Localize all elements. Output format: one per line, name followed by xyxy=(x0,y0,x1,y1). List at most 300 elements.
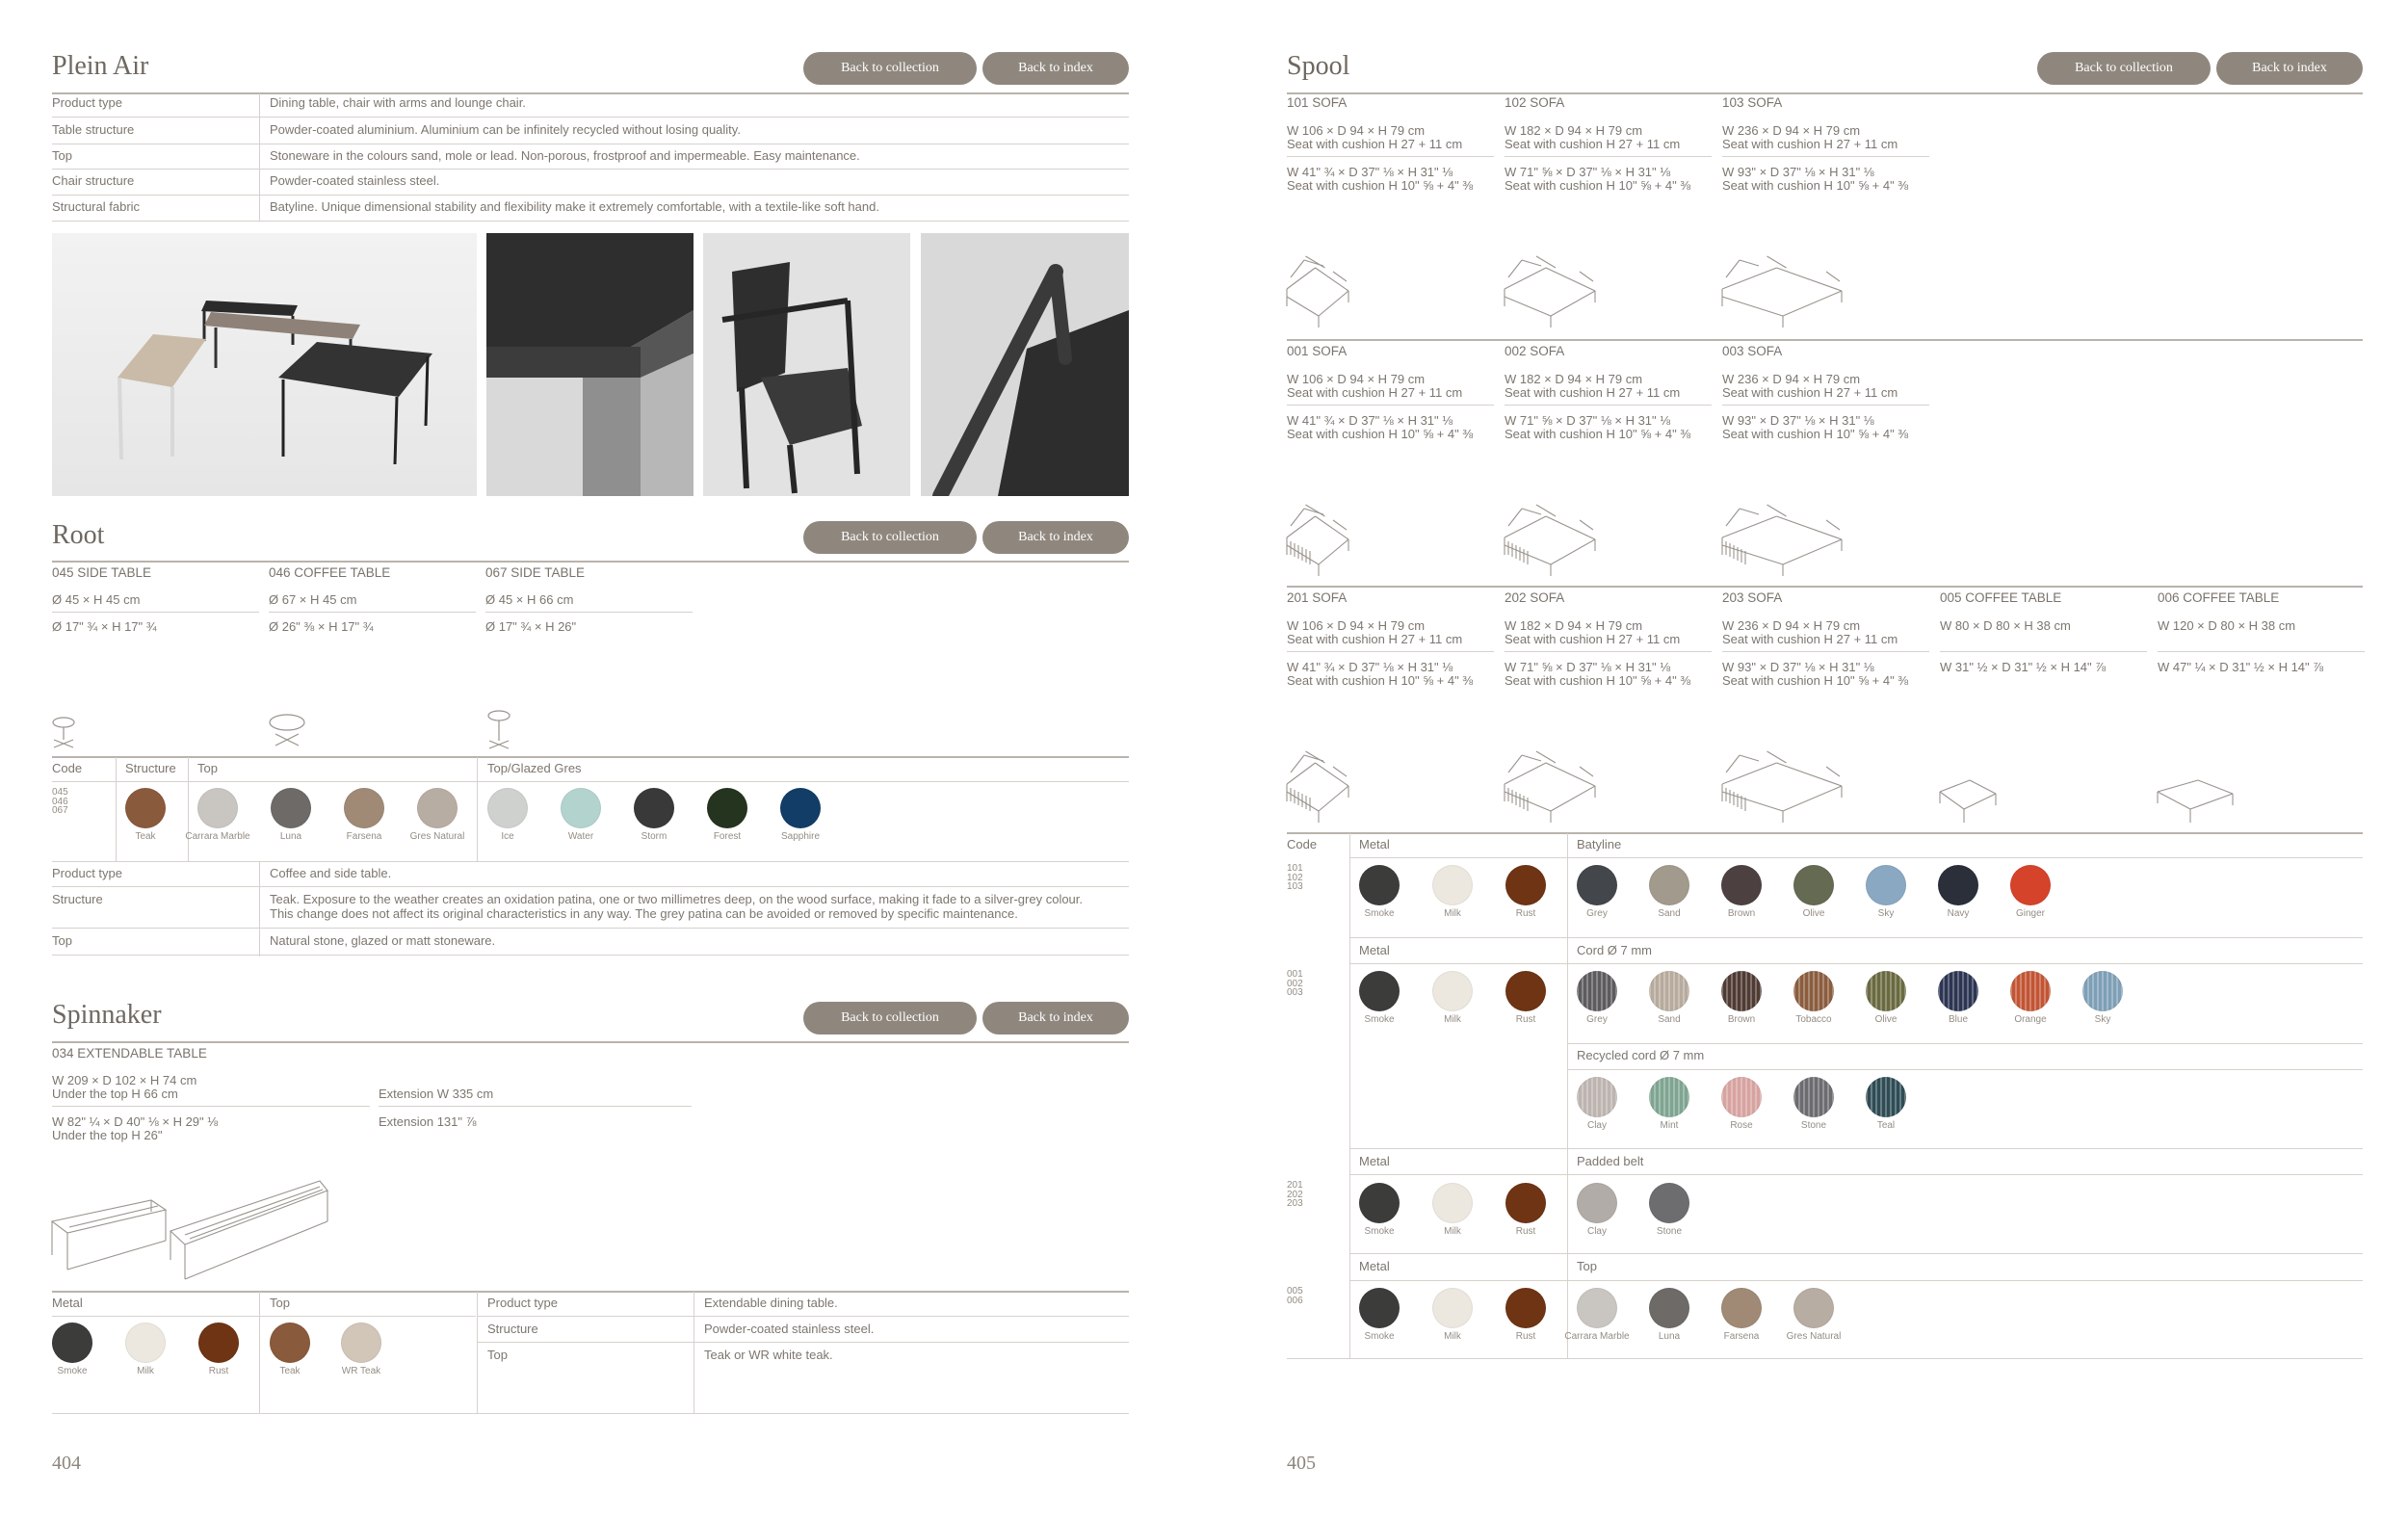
root-back-to-index-button[interactable]: Back to index xyxy=(982,521,1129,554)
swatch-label: Milk xyxy=(1444,908,1461,919)
swatch-label: Sapphire xyxy=(780,831,821,842)
coffee-table-drawing xyxy=(2156,734,2281,825)
spinnaker-metal-header: Metal xyxy=(52,1296,83,1310)
model-seat-in: Seat with cushion H 10" ⅝ + 4" ⅜ xyxy=(1722,178,1909,193)
model-name: 005 COFFEE TABLE xyxy=(1940,590,2062,605)
sofa-drawing xyxy=(1503,734,1628,825)
swatch-circle xyxy=(417,788,458,828)
model-dim-in: W 93" × D 37" ⅛ × H 31" ⅛ xyxy=(1722,165,1874,179)
color-swatch-sapphire xyxy=(767,788,834,842)
swatch-circle xyxy=(780,788,821,828)
model-name: 001 SOFA xyxy=(1287,344,1348,358)
swatch-circle xyxy=(1432,1183,1473,1223)
swatch-label: Milk xyxy=(137,1366,154,1376)
photo-chair xyxy=(703,233,910,496)
spec-value: Powder-coated stainless steel. xyxy=(270,173,440,188)
spool-metal-header-4: Metal xyxy=(1359,1259,1390,1273)
color-swatch-storm xyxy=(620,788,688,842)
model-name: 045 SIDE TABLE xyxy=(52,565,152,580)
spinnaker-back-to-collection-button[interactable]: Back to collection xyxy=(803,1002,977,1034)
side-table-drawing xyxy=(50,715,79,751)
swatch-circle xyxy=(1793,971,1834,1011)
model-dim-cm: W 182 × D 94 × H 79 cm xyxy=(1505,372,1643,386)
rule xyxy=(1722,156,1929,157)
photo-chair-detail xyxy=(921,233,1129,496)
sofa-drawing xyxy=(1285,734,1410,825)
spool-rcord-header: Recycled cord Ø 7 mm xyxy=(1577,1048,1705,1062)
model-dim-cm: W 236 × D 94 × H 79 cm xyxy=(1722,123,1861,138)
swatch-label: Farsena xyxy=(346,831,382,842)
model-dim-cm: Ø 45 × H 45 cm xyxy=(52,592,141,607)
model-name: 003 SOFA xyxy=(1722,344,1783,358)
plein-back-to-index-button[interactable]: Back to index xyxy=(982,52,1129,85)
model-dim-cm: W 236 × D 94 × H 79 cm xyxy=(1722,372,1861,386)
photo-tables xyxy=(52,233,477,496)
color-swatch-olive xyxy=(1852,971,1920,1025)
swatch-label: Teak xyxy=(279,1366,301,1376)
color-swatch-rust xyxy=(185,1323,252,1376)
model-dim-in: W 41" ¾ × D 37" ⅛ × H 31" ⅛ xyxy=(1287,660,1453,674)
swatch-circle xyxy=(1793,865,1834,905)
swatch-label: Carrara Marble xyxy=(185,831,250,842)
swatch-circle xyxy=(1505,971,1546,1011)
spool-back-to-index-button[interactable]: Back to index xyxy=(2216,52,2363,85)
model-seat-in: Seat with cushion H 10" ⅝ + 4" ⅜ xyxy=(1287,178,1474,193)
spool-code-header: Code xyxy=(1287,837,1318,851)
spec-value: Stoneware in the colours sand, mole or lead. Non-porous, frostproof and impermeable. Easy maintenance. xyxy=(270,148,860,163)
model-seat-cm: Seat with cushion H 27 + 11 cm xyxy=(1505,632,1681,646)
color-swatch-ice xyxy=(474,788,541,842)
color-swatch-stone xyxy=(1636,1183,1703,1237)
spool-title: Spool xyxy=(1287,51,1350,81)
sofa-drawing xyxy=(1503,487,1628,579)
spin-info-value: Teak or WR white teak. xyxy=(704,1348,833,1362)
swatch-circle xyxy=(1938,971,1978,1011)
swatch-circle xyxy=(1866,971,1906,1011)
root-glazed-header: Top/Glazed Gres xyxy=(487,761,582,775)
root-back-to-collection-button[interactable]: Back to collection xyxy=(803,521,977,554)
spool-codes-2: 001 002 003 xyxy=(1287,969,1303,998)
extension-cm: Extension W 335 cm xyxy=(379,1087,494,1101)
root-top-header: Top xyxy=(197,761,218,775)
color-swatch-milk xyxy=(1419,1288,1486,1342)
model-seat-in: Seat with cushion H 10" ⅝ + 4" ⅜ xyxy=(1505,178,1691,193)
swatch-label: Storm xyxy=(641,831,667,842)
swatch-label: Teal xyxy=(1876,1120,1896,1131)
swatch-label: Sand xyxy=(1658,908,1681,919)
color-swatch-teak xyxy=(256,1323,324,1376)
rule xyxy=(1287,651,1494,652)
swatch-circle xyxy=(1577,971,1617,1011)
swatch-circle xyxy=(198,1323,239,1363)
color-swatch-smoke xyxy=(39,1323,106,1376)
model-dim-cm: W 106 × D 94 × H 79 cm xyxy=(1287,618,1426,633)
color-swatch-rust xyxy=(1492,1288,1559,1342)
swatch-label: Smoke xyxy=(1364,908,1395,919)
color-swatch-farsena xyxy=(330,788,398,842)
color-swatch-smoke xyxy=(1346,1288,1413,1342)
page-number-left: 404 xyxy=(52,1453,81,1474)
model-dim-in: W 93" × D 37" ⅛ × H 31" ⅛ xyxy=(1722,660,1874,674)
model-seat-cm: Seat with cushion H 27 + 11 cm xyxy=(1287,632,1463,646)
root-codes: 045 046 067 xyxy=(52,787,68,816)
spool-top-header: Top xyxy=(1577,1259,1597,1273)
model-dim-in: W 41" ¾ × D 37" ⅛ × H 31" ⅛ xyxy=(1287,165,1453,179)
model-dim-cm: Ø 67 × H 45 cm xyxy=(269,592,357,607)
swatch-circle xyxy=(1649,1183,1689,1223)
swatch-circle xyxy=(1649,865,1689,905)
spool-codes-4: 005 006 xyxy=(1287,1286,1303,1306)
swatch-label: Teak xyxy=(135,831,156,842)
swatch-circle xyxy=(1505,1288,1546,1328)
model-dim-cm: W 80 × D 80 × H 38 cm xyxy=(1940,618,2071,633)
root-structure-header: Structure xyxy=(125,761,176,775)
color-swatch-orange xyxy=(1997,971,2064,1025)
model-dim-cm: W 106 × D 94 × H 79 cm xyxy=(1287,123,1426,138)
swatch-circle xyxy=(1649,1288,1689,1328)
swatch-label: Farsena xyxy=(1723,1331,1760,1342)
spool-metal-header: Metal xyxy=(1359,837,1390,851)
swatch-label: Rust xyxy=(1515,1226,1536,1237)
spool-padded-header: Padded belt xyxy=(1577,1154,1644,1168)
swatch-label: Clay xyxy=(1586,1120,1607,1131)
model-name: 046 COFFEE TABLE xyxy=(269,565,391,580)
swatch-label: Rust xyxy=(1515,1331,1536,1342)
swatch-circle xyxy=(1938,865,1978,905)
color-swatch-milk xyxy=(112,1323,179,1376)
swatch-label: Rust xyxy=(1515,1014,1536,1025)
swatch-label: Stone xyxy=(1656,1226,1683,1237)
swatch-circle xyxy=(1505,1183,1546,1223)
model-seat-cm: Seat with cushion H 27 + 11 cm xyxy=(1722,632,1898,646)
swatch-circle xyxy=(1793,1288,1834,1328)
swatch-label: Rose xyxy=(1730,1120,1753,1131)
model-name: 201 SOFA xyxy=(1287,590,1348,605)
color-swatch-rust xyxy=(1492,1183,1559,1237)
spec-label: Table structure xyxy=(52,122,135,137)
root-info-label: Product type xyxy=(52,866,122,880)
swatch-label: Mint xyxy=(1660,1120,1679,1131)
swatch-label: Forest xyxy=(713,831,742,842)
color-swatch-water xyxy=(547,788,615,842)
swatch-label: Clay xyxy=(1586,1226,1607,1237)
color-swatch-rose xyxy=(1708,1077,1775,1131)
swatch-circle xyxy=(2082,971,2123,1011)
color-swatch-teal xyxy=(1852,1077,1920,1131)
color-swatch-sky xyxy=(1852,865,1920,919)
swatch-circle xyxy=(1577,1288,1617,1328)
color-swatch-milk xyxy=(1419,1183,1486,1237)
swatch-circle xyxy=(1577,865,1617,905)
swatch-label: Brown xyxy=(1727,908,1756,919)
color-swatch-clay xyxy=(1563,1077,1631,1131)
swatch-label: Olive xyxy=(1874,1014,1898,1025)
swatch-label: Carrara Marble xyxy=(1564,1331,1630,1342)
swatch-label: Luna xyxy=(1658,1331,1681,1342)
color-swatch-grey xyxy=(1563,865,1631,919)
spinnaker-title: Spinnaker xyxy=(52,1000,162,1030)
root-info-value-2: This change does not affect its original characteristics in any way. The grey patina can be avoided or removed by specific maintenance. xyxy=(270,906,1018,921)
swatch-label: Gres Natural xyxy=(1786,1331,1842,1342)
sofa-drawing xyxy=(1503,239,1628,330)
rule xyxy=(1505,405,1712,406)
model-seat-in: Seat with cushion H 10" ⅝ + 4" ⅜ xyxy=(1287,427,1474,441)
color-swatch-blue xyxy=(1924,971,1992,1025)
rule xyxy=(1287,156,1494,157)
color-swatch-ginger xyxy=(1997,865,2064,919)
model-seat-cm: Seat with cushion H 27 + 11 cm xyxy=(1505,137,1681,151)
swatch-circle xyxy=(341,1323,381,1363)
extension-in: Extension 131" ⅞ xyxy=(379,1114,477,1129)
swatch-circle xyxy=(344,788,384,828)
swatch-circle xyxy=(707,788,747,828)
photo-table-corner xyxy=(486,233,694,496)
swatch-label: Smoke xyxy=(57,1366,88,1376)
model-dim-cm-2: Under the top H 66 cm xyxy=(52,1087,178,1101)
model-dim-in: W 82" ¼ × D 40" ⅛ × H 29" ⅛ xyxy=(52,1114,219,1129)
model-dim-cm: Ø 45 × H 66 cm xyxy=(485,592,574,607)
plein-air-title: Plein Air xyxy=(52,51,149,81)
swatch-label: Ginger xyxy=(2015,908,2045,919)
rule xyxy=(1505,651,1712,652)
model-seat-in: Seat with cushion H 10" ⅝ + 4" ⅜ xyxy=(1505,427,1691,441)
swatch-label: Navy xyxy=(1947,908,1970,919)
root-info-value: Coffee and side table. xyxy=(270,866,392,880)
page-number-right: 405 xyxy=(1287,1453,1316,1474)
swatch-label: Milk xyxy=(1444,1014,1461,1025)
model-dim-cm: W 236 × D 94 × H 79 cm xyxy=(1722,618,1861,633)
root-info-value: Natural stone, glazed or matt stoneware. xyxy=(270,933,496,948)
color-swatch-wr-teak xyxy=(327,1323,395,1376)
spool-batyline-header: Batyline xyxy=(1577,837,1622,851)
swatch-circle xyxy=(1721,1288,1762,1328)
swatch-label: Smoke xyxy=(1364,1331,1395,1342)
swatch-label: Brown xyxy=(1727,1014,1756,1025)
color-swatch-luna xyxy=(257,788,325,842)
model-dim-in: W 47" ¼ × D 31" ½ × H 14" ⅞ xyxy=(2158,660,2324,674)
color-swatch-brown xyxy=(1708,865,1775,919)
swatch-circle xyxy=(1649,971,1689,1011)
root-info-label: Top xyxy=(52,933,72,948)
color-swatch-forest xyxy=(694,788,761,842)
color-swatch-tobacco xyxy=(1780,971,1847,1025)
color-swatch-sand xyxy=(1636,865,1703,919)
model-seat-cm: Seat with cushion H 27 + 11 cm xyxy=(1287,385,1463,400)
model-dim-in: W 93" × D 37" ⅛ × H 31" ⅛ xyxy=(1722,413,1874,428)
spec-label: Chair structure xyxy=(52,173,135,188)
rule xyxy=(1722,405,1929,406)
model-name: 103 SOFA xyxy=(1722,95,1783,110)
swatch-label: Orange xyxy=(2014,1014,2047,1025)
color-swatch-carrara-marble xyxy=(1563,1288,1631,1342)
swatch-label: Sand xyxy=(1658,1014,1681,1025)
color-swatch-rust xyxy=(1492,865,1559,919)
swatch-label: Milk xyxy=(1444,1331,1461,1342)
sofa-drawing xyxy=(1285,487,1410,579)
swatch-circle xyxy=(1577,1077,1617,1117)
swatch-label: Blue xyxy=(1948,1014,1968,1025)
color-swatch-smoke xyxy=(1346,865,1413,919)
color-swatch-smoke xyxy=(1346,1183,1413,1237)
swatch-label: Smoke xyxy=(1364,1014,1395,1025)
color-swatch-teak xyxy=(112,788,179,842)
spool-cord-header: Cord Ø 7 mm xyxy=(1577,943,1653,957)
color-swatch-gres-natural xyxy=(1780,1288,1847,1342)
swatch-label: Smoke xyxy=(1364,1226,1395,1237)
plein-back-to-collection-button[interactable]: Back to collection xyxy=(803,52,977,85)
model-name: 101 SOFA xyxy=(1287,95,1348,110)
root-code-header: Code xyxy=(52,761,83,775)
tall-side-table-drawing xyxy=(485,709,514,751)
swatch-label: Sky xyxy=(1877,908,1895,919)
swatch-circle xyxy=(1866,1077,1906,1117)
model-name: 102 SOFA xyxy=(1505,95,1565,110)
swatch-circle xyxy=(197,788,238,828)
color-swatch-sky xyxy=(2069,971,2136,1025)
model-dim-in: W 41" ¾ × D 37" ⅛ × H 31" ⅛ xyxy=(1287,413,1453,428)
spinnaker-top-header: Top xyxy=(270,1296,290,1310)
swatch-label: Sky xyxy=(2094,1014,2111,1025)
swatch-circle xyxy=(1359,971,1400,1011)
color-swatch-farsena xyxy=(1708,1288,1775,1342)
swatch-circle xyxy=(1866,865,1906,905)
swatch-circle xyxy=(2010,971,2051,1011)
swatch-label: Grey xyxy=(1586,908,1608,919)
swatch-circle xyxy=(1432,865,1473,905)
spin-info-value: Powder-coated stainless steel. xyxy=(704,1322,875,1336)
swatch-label: Milk xyxy=(1444,1226,1461,1237)
model-seat-cm: Seat with cushion H 27 + 11 cm xyxy=(1722,385,1898,400)
swatch-label: Ice xyxy=(501,831,514,842)
swatch-label: Water xyxy=(567,831,594,842)
model-dim-in: Ø 17" ¾ × H 17" ¾ xyxy=(52,619,157,634)
swatch-circle xyxy=(52,1323,92,1363)
color-swatch-navy xyxy=(1924,865,1992,919)
color-swatch-grey xyxy=(1563,971,1631,1025)
rule xyxy=(1505,156,1712,157)
swatch-circle xyxy=(1359,865,1400,905)
color-swatch-mint xyxy=(1636,1077,1703,1131)
swatch-label: Rust xyxy=(208,1366,229,1376)
model-seat-in: Seat with cushion H 10" ⅝ + 4" ⅜ xyxy=(1722,673,1909,688)
model-name: 002 SOFA xyxy=(1505,344,1565,358)
spec-label: Structural fabric xyxy=(52,199,141,214)
rule xyxy=(1287,339,2363,341)
extendable-table-drawing xyxy=(50,1173,329,1284)
sofa-drawing xyxy=(1720,734,1845,825)
model-dim-in: W 71" ⅝ × D 37" ⅛ × H 31" ⅛ xyxy=(1505,660,1671,674)
color-swatch-brown xyxy=(1708,971,1775,1025)
color-swatch-olive xyxy=(1780,865,1847,919)
swatch-circle xyxy=(1432,1288,1473,1328)
coffee-table-drawing xyxy=(268,713,306,751)
spec-value: Powder-coated aluminium. Aluminium can be infinitely recycled without losing quality. xyxy=(270,122,741,137)
color-swatch-gres-natural xyxy=(404,788,471,842)
color-swatch-stone xyxy=(1780,1077,1847,1131)
swatch-circle xyxy=(1359,1183,1400,1223)
swatch-circle xyxy=(487,788,528,828)
model-seat-in: Seat with cushion H 10" ⅝ + 4" ⅜ xyxy=(1722,427,1909,441)
spec-value: Batyline. Unique dimensional stability and flexibility make it extremely comfortable, with a textile-like soft hand. xyxy=(270,199,879,214)
sofa-drawing xyxy=(1285,239,1410,330)
model-seat-in: Seat with cushion H 10" ⅝ + 4" ⅜ xyxy=(1505,673,1691,688)
spool-back-to-collection-button[interactable]: Back to collection xyxy=(2037,52,2211,85)
rule xyxy=(1940,651,2147,652)
spool-codes-1: 101 102 103 xyxy=(1287,863,1303,892)
rule xyxy=(1722,651,1929,652)
spool-codes-3: 201 202 203 xyxy=(1287,1180,1303,1209)
swatch-label: WR Teak xyxy=(341,1366,381,1376)
color-swatch-milk xyxy=(1419,971,1486,1025)
spin-info-label: Top xyxy=(487,1348,508,1362)
swatch-circle xyxy=(125,788,166,828)
model-dim-cm: W 120 × D 80 × H 38 cm xyxy=(2158,618,2296,633)
spec-label: Product type xyxy=(52,95,122,110)
spin-info-value: Extendable dining table. xyxy=(704,1296,838,1310)
spin-info-label: Product type xyxy=(487,1296,558,1310)
model-name: 006 COFFEE TABLE xyxy=(2158,590,2280,605)
model-dim-cm: W 182 × D 94 × H 79 cm xyxy=(1505,618,1643,633)
swatch-label: Stone xyxy=(1800,1120,1827,1131)
model-name: 202 SOFA xyxy=(1505,590,1565,605)
swatch-circle xyxy=(1721,1077,1762,1117)
sofa-drawing xyxy=(1720,487,1845,579)
swatch-circle xyxy=(1505,865,1546,905)
color-swatch-sand xyxy=(1636,971,1703,1025)
spec-value: Dining table, chair with arms and lounge chair. xyxy=(270,95,526,110)
model-name: 067 SIDE TABLE xyxy=(485,565,586,580)
root-title: Root xyxy=(52,520,105,550)
swatch-circle xyxy=(270,1323,310,1363)
swatch-circle xyxy=(1721,865,1762,905)
spool-metal-header-2: Metal xyxy=(1359,943,1390,957)
sofa-drawing xyxy=(1720,239,1845,330)
model-seat-cm: Seat with cushion H 27 + 11 cm xyxy=(1722,137,1898,151)
rule xyxy=(2158,651,2365,652)
model-dim-cm: W 182 × D 94 × H 79 cm xyxy=(1505,123,1643,138)
color-swatch-carrara-marble xyxy=(184,788,251,842)
color-swatch-luna xyxy=(1636,1288,1703,1342)
spin-info-label: Structure xyxy=(487,1322,538,1336)
color-swatch-smoke xyxy=(1346,971,1413,1025)
swatch-label: Gres Natural xyxy=(409,831,465,842)
model-dim-in: Ø 26" ⅜ × H 17" ¾ xyxy=(269,619,374,634)
model-dim-in-2: Under the top H 26" xyxy=(52,1128,163,1142)
swatch-circle xyxy=(1649,1077,1689,1117)
model-dim-in: W 71" ⅝ × D 37" ⅛ × H 31" ⅛ xyxy=(1505,165,1671,179)
spinnaker-back-to-index-button[interactable]: Back to index xyxy=(982,1002,1129,1034)
model-dim-in: Ø 17" ¾ × H 26" xyxy=(485,619,577,634)
swatch-circle xyxy=(125,1323,166,1363)
swatch-circle xyxy=(561,788,601,828)
swatch-label: Grey xyxy=(1586,1014,1608,1025)
root-info-value: Teak. Exposure to the weather creates an oxidation patina, one or two millimetres deep, on the wood surface, making it fade to a silver-grey colour. xyxy=(270,892,1084,906)
model-seat-in: Seat with cushion H 10" ⅝ + 4" ⅜ xyxy=(1287,673,1474,688)
swatch-label: Tobacco xyxy=(1795,1014,1832,1025)
model-name: 203 SOFA xyxy=(1722,590,1783,605)
spec-label: Top xyxy=(52,148,72,163)
root-info-label: Structure xyxy=(52,892,103,906)
model-dim-in: W 31" ½ × D 31" ½ × H 14" ⅞ xyxy=(1940,660,2107,674)
color-swatch-clay xyxy=(1563,1183,1631,1237)
rule xyxy=(1287,586,2363,588)
model-seat-cm: Seat with cushion H 27 + 11 cm xyxy=(1505,385,1681,400)
swatch-label: Rust xyxy=(1515,908,1536,919)
coffee-table-drawing xyxy=(1938,734,2063,825)
model-seat-cm: Seat with cushion H 27 + 11 cm xyxy=(1287,137,1463,151)
swatch-circle xyxy=(634,788,674,828)
swatch-circle xyxy=(271,788,311,828)
